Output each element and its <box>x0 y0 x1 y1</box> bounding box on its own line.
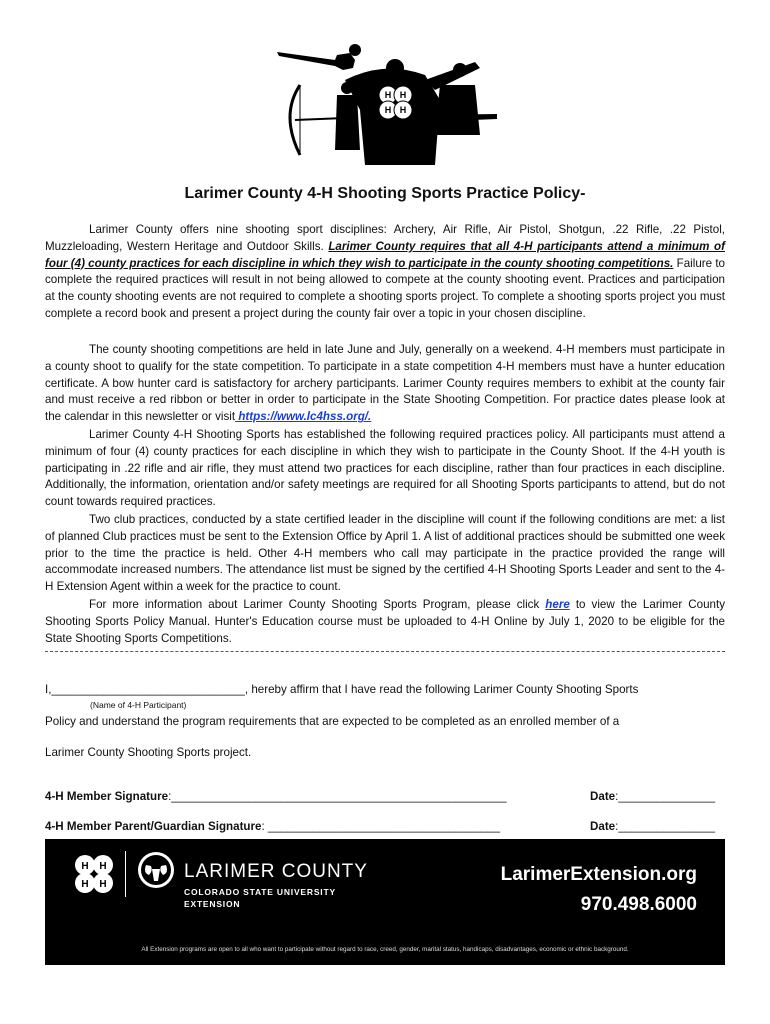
policy-statement: Policy and understand the program requirements that are expected to be completed as an enrolled member of a <box>45 715 620 728</box>
project-statement: Larimer County Shooting Sports project. <box>45 746 252 759</box>
larimer-county-wordmark: LARIMER COUNTY <box>184 861 368 882</box>
paragraph-more-info <box>45 597 725 647</box>
here-link[interactable]: here <box>545 598 570 611</box>
svg-text:H: H <box>384 105 392 115</box>
svg-text:H: H <box>399 105 407 115</box>
p2-text: The county shooting competitions are held in late June and July, generally on a weekend. 4-H members must participate in a county shoot to qualify for the state competition. To participate in a state competition 4-H members must have a hunter education certificate. A bow hunter card is satisfactory for archery participants. Larimer County requires members to exhibit at the county fair and must receive a red ribbon or better in order to participate in the State Shooting Competition. For practice dates please look at the calendar in this newsletter or visit <box>45 343 725 424</box>
member-date-line[interactable]: :_______________ <box>615 790 716 803</box>
member-signature-row[interactable] <box>45 790 725 803</box>
p1-text-a: Larimer County offers nine shooting sport disciplines: Archery, Air Rifle, Air Pistol, Shotgun, .22 Rifle, .22 Pistol, Muzzleloading, Western Heritage and Outdoor Skills. <box>45 223 725 253</box>
svg-text:H: H <box>399 90 407 100</box>
guardian-signature-label: 4-H Member Parent/Guardian Signature <box>45 820 262 833</box>
csu-extension-wordmark <box>184 886 336 910</box>
logo-divider <box>125 851 126 897</box>
svg-text:H: H <box>81 879 89 890</box>
nondiscrimination-statement: All Extension programs are open to all who want to participate without regard to race, creed, gender, marital status, handicaps, disadvantages, economic or ethnic background. <box>141 946 629 953</box>
csu-ram-icon <box>137 851 175 889</box>
cut-line-divider <box>45 651 725 654</box>
guardian-date-line[interactable]: :_______________ <box>615 820 716 833</box>
website-link[interactable]: https://www.lc4hss.org/ <box>235 410 369 424</box>
p5-text-a: For more information about Larimer County Shooting Sports Program, please click <box>89 598 546 611</box>
paragraph-policy <box>45 427 725 511</box>
member-signature-line[interactable]: :____________________________________________________ <box>168 790 507 803</box>
guardian-signature-row[interactable] <box>45 820 725 833</box>
guardian-date-label: Date <box>590 820 616 833</box>
csu-line: COLORADO STATE UNIVERSITY <box>184 887 336 897</box>
website-text: LarimerExtension.org <box>500 864 697 885</box>
paragraph-club-practices <box>45 512 725 596</box>
p3-text: Larimer County 4-H Shooting Sports has established the following required practices policy. All participants must attend a minimum of four (4) county practices for each discipline in which they wish to participate in the County Shoot. If the 4-H youth is participating in .22 rifle and air rifle, they must attend two practices for each discipline, rather than four practices in each discipline. Additionally, the information, orientation and/or safety meetings are required for all Shooting Sports participants to attend, but do not count towards required practices. <box>45 428 725 509</box>
svg-text:H: H <box>81 861 89 872</box>
svg-text:H: H <box>384 90 392 100</box>
p1-text-c: Failure to complete the required practices will result in not being allowed to compete at the county shooting event. Practices and participation at the county shooting events are not required to complete a shooting sports project. To complete a shooting sports project you must complete a record book and present a project during the county fair over a topic in your chosen discipline. <box>45 256 725 320</box>
p1-requirement: Larimer County requires that all 4-H participants attend a minimum of four (4) county practices for each discipline in which they wish to participate in the county shooting competitions. <box>45 239 725 270</box>
p4-text: Two club practices, conducted by a state certified leader in the discipline will count if the following conditions are met: a list of planned Club practices must be sent to the Extension Office by April 1. A list of additional practices should be submitted one week prior to the time the practice is held. Other 4-H members who call may participate in the practice provided the range will accommodate increased numbers. The attendance list must be signed by the certified 4-H Shooting Sports Leader and sent to the 4-H Extension Agent within a week for the practice to count. <box>45 513 725 594</box>
phone-number: 970.498.6000 <box>580 894 697 915</box>
guardian-date[interactable] <box>590 820 715 833</box>
member-signature-label: 4-H Member Signature <box>45 790 169 803</box>
svg-text:H: H <box>99 879 107 890</box>
four-h-clover-icon <box>71 851 117 897</box>
name-caption: (Name of 4-H Participant) <box>90 700 187 710</box>
paragraph-competitions <box>45 342 725 426</box>
paragraph-disciplines <box>45 222 725 323</box>
member-date-label: Date <box>590 790 616 803</box>
shooting-sports-logo <box>275 40 497 165</box>
p2-period: . <box>368 410 372 424</box>
member-date[interactable] <box>590 790 715 803</box>
footer-banner <box>45 839 725 965</box>
guardian-signature-line[interactable]: : ____________________________________ <box>261 820 501 833</box>
p5-text-b: to view the Larimer County Shooting Sports Policy Manual. Hunter's Education course must be uploaded to 4-H Online by July 1, 2020 to be eligible for the State Shooting Sports Competitions. <box>45 598 726 645</box>
affirmation-line: I,______________________________, hereby affirm that I have read the following Larimer County Shooting Sports <box>45 683 639 696</box>
extension-line: EXTENSION <box>184 899 241 909</box>
page-title: Larimer County 4-H Shooting Sports Practice Policy- <box>184 185 586 202</box>
svg-text:H: H <box>99 861 107 872</box>
